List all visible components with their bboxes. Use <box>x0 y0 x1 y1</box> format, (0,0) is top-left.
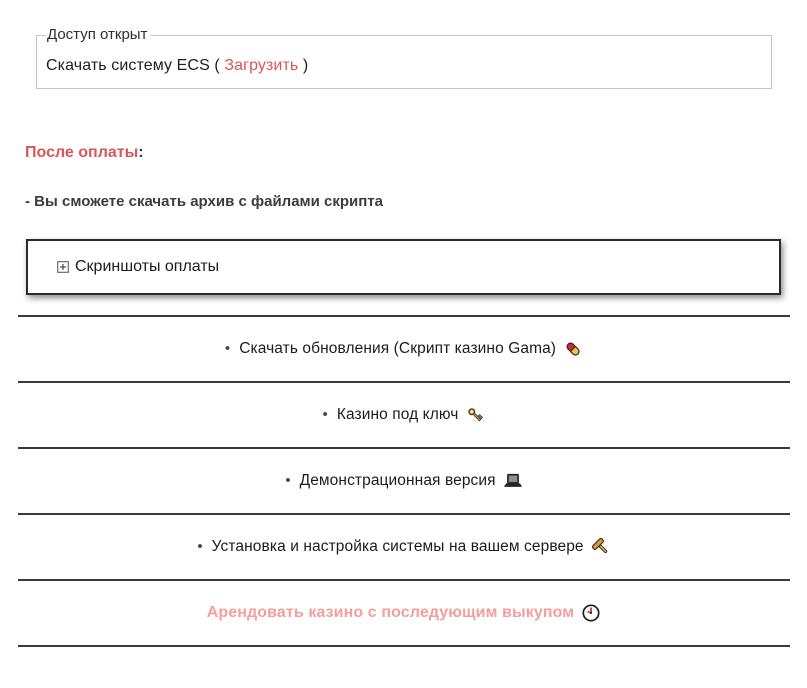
after-payment-heading <box>25 144 790 162</box>
payment-screenshots-label: Скриншоты оплаты <box>75 258 220 275</box>
service-label: Демонстрационная версия <box>299 472 496 489</box>
bullet-marker: • <box>197 537 203 555</box>
service-row <box>18 383 790 447</box>
after-payment-note: - Вы сможете скачать архив с файлами скрипта <box>25 193 384 210</box>
services-list <box>18 315 790 647</box>
clock-icon <box>581 603 601 623</box>
bullet-marker: • <box>285 471 291 489</box>
access-panel-legend: Доступ открыт <box>47 26 148 43</box>
key-icon <box>465 405 485 425</box>
payment-screenshots-toggle[interactable] <box>26 239 781 295</box>
service-label: Скачать обновления (Скрипт казино Gama) <box>239 340 557 357</box>
page <box>0 27 807 647</box>
access-text-after: ) <box>302 57 309 74</box>
download-link[interactable]: Загрузить <box>224 57 299 74</box>
access-text-before: Скачать систему ECS ( <box>46 57 220 74</box>
laptop-icon <box>503 471 523 491</box>
service-row <box>18 449 790 513</box>
service-row <box>18 317 790 381</box>
access-panel <box>36 27 772 89</box>
expand-plus-icon[interactable] <box>57 261 69 273</box>
after-payment-heading-text: После оплаты <box>25 144 139 161</box>
bullet-marker: • <box>224 339 231 357</box>
bullet-marker: • <box>322 405 328 423</box>
service-label: Казино под ключ <box>336 406 459 423</box>
service-row <box>18 515 790 579</box>
service-label: Установка и настройка системы на вашем сервере <box>211 538 584 555</box>
hammer-icon <box>591 537 611 557</box>
pill-icon <box>563 339 583 359</box>
separator <box>18 645 790 647</box>
service-row <box>18 581 790 645</box>
access-line <box>46 57 759 75</box>
rent-casino-link[interactable]: Арендовать казино с последующим выкупом <box>206 604 575 621</box>
after-payment-colon: : <box>138 144 144 161</box>
